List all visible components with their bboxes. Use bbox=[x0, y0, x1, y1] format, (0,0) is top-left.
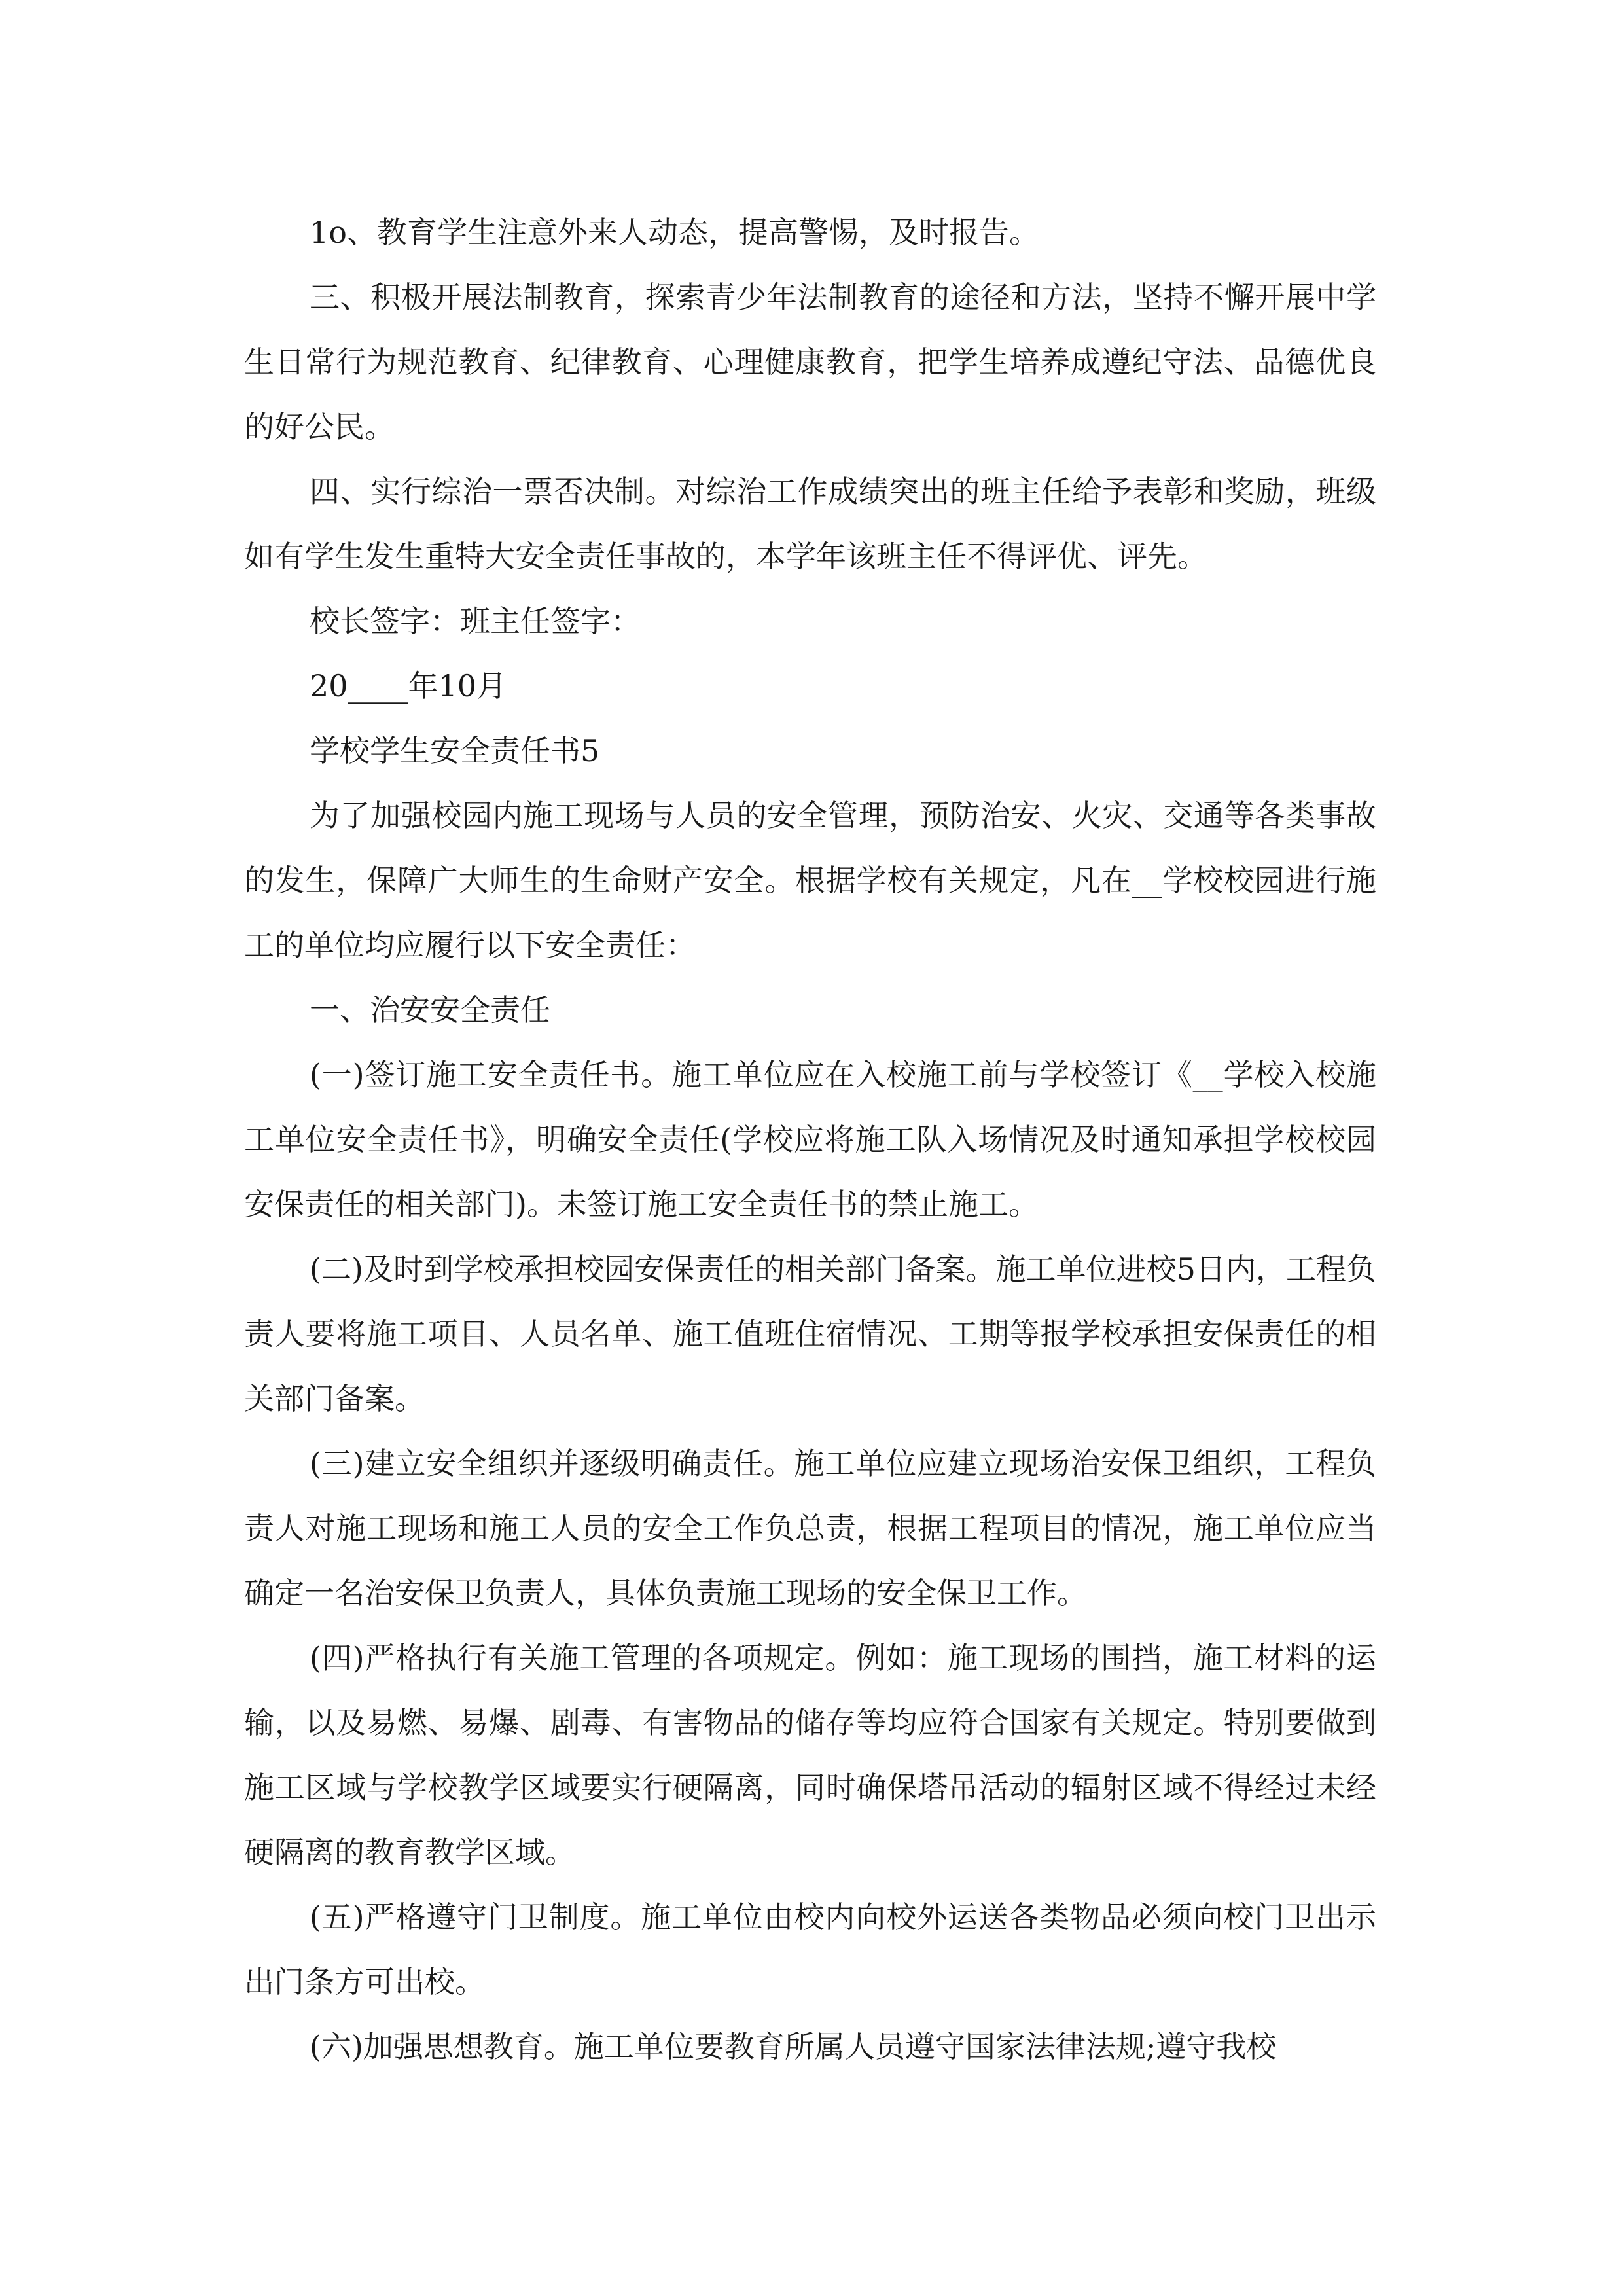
clause-3: (三)建立安全组织并逐级明确责任。施工单位应建立现场治安保卫组织，工程负责人对施工现场和施工人员的安全工作负总责，根据工程项目的情况，施工单位应当确定一名治安保卫负责人，具体负责施工现场的安全保卫工作。 bbox=[244, 1446, 1376, 1611]
paragraph-section-4: 四、实行综治一票否决制。对综治工作成绩突出的班主任给予表彰和奖励，班级如有学生发生重特大安全责任事故的，本学年该班主任不得评优、评先。 bbox=[244, 474, 1376, 574]
date-line: 20____年10月 bbox=[310, 668, 507, 704]
paragraph-section-3: 三、积极开展法制教育，探索青少年法制教育的途径和方法，坚持不懈开展中学生日常行为规范教育、纪律教育、心理健康教育，把学生培养成遵纪守法、品德优良的好公民。 bbox=[244, 279, 1376, 444]
clause-5: (五)严格遵守门卫制度。施工单位由校内向校外运送各类物品必须向校门卫出示出门条方可出校。 bbox=[244, 1899, 1376, 2000]
heading-security-responsibility: 一、治安安全责任 bbox=[310, 992, 550, 1028]
paragraph-item-10: 1o、教育学生注意外来人动态，提高警惕，及时报告。 bbox=[310, 215, 1039, 250]
intro-paragraph: 为了加强校园内施工现场与人员的安全管理，预防治安、火灾、交通等各类事故的发生，保障广大师生的生命财产安全。根据学校有关规定，凡在__学校校园进行施工的单位均应履行以下安全责任： bbox=[244, 798, 1376, 963]
clause-4: (四)严格执行有关施工管理的各项规定。例如：施工现场的围挡，施工材料的运输，以及易燃、易爆、剧毒、有害物品的储存等均应符合国家有关规定。特别要做到施工区域与学校教学区域要实行硬隔离，同时确保塔吊活动的辐射区域不得经过未经硬隔离的教育教学区域。 bbox=[244, 1640, 1376, 1870]
document-body bbox=[244, 200, 1376, 2079]
section-title: 学校学生安全责任书5 bbox=[310, 733, 600, 768]
signature-line: 校长签字：班主任签字： bbox=[310, 603, 641, 639]
clause-2: (二)及时到学校承担校园安保责任的相关部门备案。施工单位进校5日内，工程负责人要将施工项目、人员名单、施工值班住宿情况、工期等报学校承担安保责任的相关部门备案。 bbox=[244, 1251, 1376, 1416]
clause-1: (一)签订施工安全责任书。施工单位应在入校施工前与学校签订《__学校入校施工单位安全责任书》，明确安全责任(学校应将施工队入场情况及时通知承担学校校园安保责任的相关部门)。未签订施工安全责任书的禁止施工。 bbox=[244, 1057, 1376, 1222]
clause-6: (六)加强思想教育。施工单位要教育所属人员遵守国家法律法规;遵守我校 bbox=[310, 2029, 1277, 2064]
